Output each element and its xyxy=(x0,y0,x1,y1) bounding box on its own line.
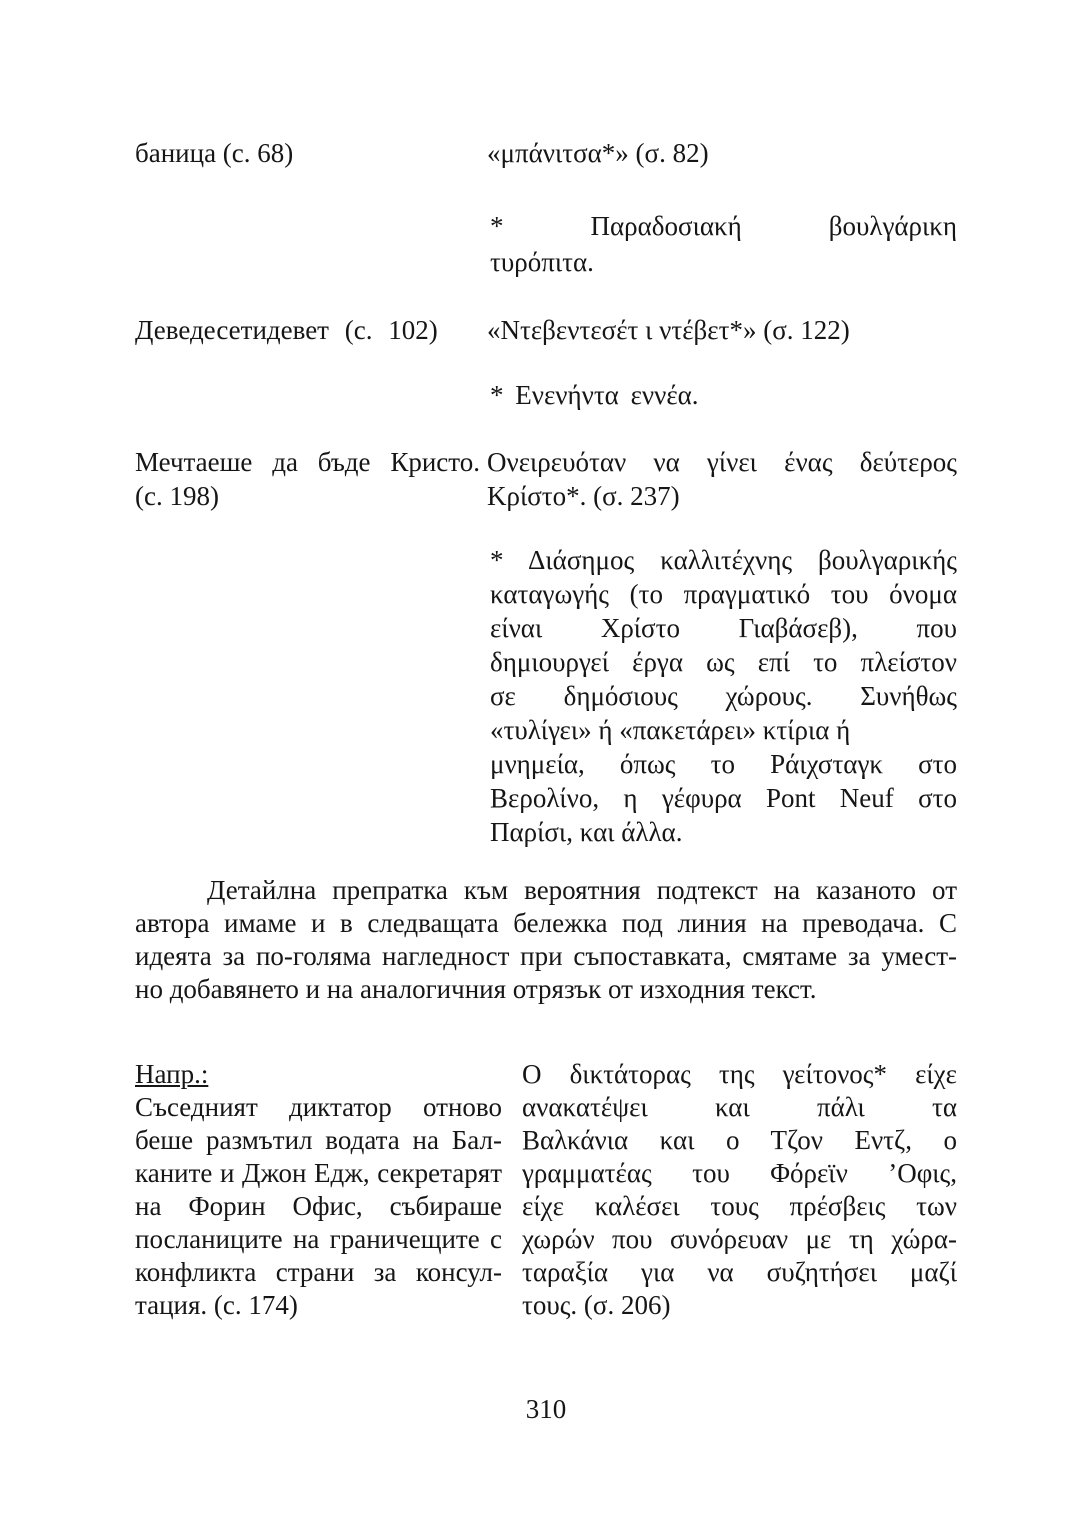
text-line: χωρών που συνόρευαν με τη χώρα- xyxy=(522,1224,957,1254)
text-line: автора имаме и в следващата бележка под линия на преводача. С xyxy=(135,908,957,938)
text-line: Ο δικτάτορας της γείτονος* είχε xyxy=(522,1059,957,1089)
text-line: тация. (с. 174) xyxy=(135,1290,298,1320)
text-line: (с. 198) xyxy=(135,481,219,511)
text-line: είχε καλέσει τους πρέσβεις των xyxy=(522,1191,957,1221)
source-term: Деведесетидевет (с. 102) xyxy=(135,315,438,345)
example-target-text xyxy=(522,1058,957,1322)
text-line: идеята за по-голяма нагледност при съпоставката, смятаме за умест- xyxy=(135,941,957,971)
example-block xyxy=(135,1058,957,1322)
text-line: беше размътил водата на Бал- xyxy=(135,1125,502,1155)
text-line: Мечтаеше да бъде Кристо. xyxy=(135,447,480,477)
text-line: μνημεία, όπως το Ράιχσταγκ στο xyxy=(490,749,957,779)
example-source-column xyxy=(135,1058,502,1322)
page-number: 310 xyxy=(525,1394,567,1424)
text-line: ανακατέψει και πάλι τα xyxy=(522,1092,957,1122)
text-line: но добавянето и на аналогичния отрязък от изходния текст. xyxy=(135,974,817,1004)
glossary-row-banitsa xyxy=(135,136,957,170)
text-line: Παρίσι, και άλλα. xyxy=(490,817,683,847)
text-line: τους. (σ. 206) xyxy=(522,1290,671,1320)
target-term: «μπάνιτσα*» (σ. 82) xyxy=(487,138,709,168)
text-line: конфликта страни за консул- xyxy=(135,1257,502,1287)
text-line: Κρίστο*. (σ. 237) xyxy=(487,481,680,511)
text-line: * Ενενήντα εννέα. xyxy=(490,380,699,410)
commentary-paragraph xyxy=(135,874,957,1006)
text-line: καταγωγής (το πραγματικό του όνομα xyxy=(490,579,957,609)
text-line: «τυλίγει» ή «πακετάρει» κτίρια ή xyxy=(490,715,851,745)
text-line: * Παραδοσιακή βουλγάρικη xyxy=(490,211,957,241)
text-line: γραμματέας του Φόρεϊν ’Οφις, xyxy=(522,1158,957,1188)
text-line: каните и Джон Едж, секретарят xyxy=(135,1158,502,1188)
text-line: τυρόπιτα. xyxy=(490,247,594,277)
text-line: Детайлна препратка към вероятния подтекст на казаното от xyxy=(207,875,957,905)
source-term: баница (с. 68) xyxy=(135,138,294,168)
text-line: Βαλκάνια και ο Τζον Εντζ, ο xyxy=(522,1125,957,1155)
text-line: Ονειρευόταν να γίνει ένας δεύτερος xyxy=(487,447,957,477)
text-line: Βερολίνο, η γέφυρα Pont Neuf στο xyxy=(490,783,957,813)
target-term: «Ντεβεντεσέτ ι ντέβετ*» (σ. 122) xyxy=(487,315,850,345)
text-line: σε δημόσιους χώρους. Συνήθως xyxy=(490,681,957,711)
text-line: * Διάσημος καλλιτέχνης βουλγαρικής xyxy=(490,545,957,575)
text-line: ταραξία για να συζητήσει μαζί xyxy=(522,1257,957,1287)
text-line: на Форин Офис, събираше xyxy=(135,1191,502,1221)
glossary-row-ninety-nine xyxy=(135,313,957,347)
glossary-row-christo xyxy=(135,445,957,513)
translator-footnote-ninety-nine xyxy=(490,377,957,413)
example-target-column xyxy=(522,1058,957,1322)
target-term xyxy=(487,445,957,513)
text-line: είναι Χρίστο Γιαβάσεβ), που xyxy=(490,613,957,643)
source-term xyxy=(135,445,480,513)
translator-footnote-banitsa xyxy=(490,208,957,280)
example-label: Напр.: xyxy=(135,1059,209,1089)
translator-footnote-christo xyxy=(490,543,957,849)
text-line: δημιουργεί έργα ως επί το πλείστον xyxy=(490,647,957,677)
text-line: посланиците на граничещите с xyxy=(135,1224,502,1254)
example-source-text xyxy=(135,1091,502,1322)
text-line: Съседният диктатор отново xyxy=(135,1092,502,1122)
